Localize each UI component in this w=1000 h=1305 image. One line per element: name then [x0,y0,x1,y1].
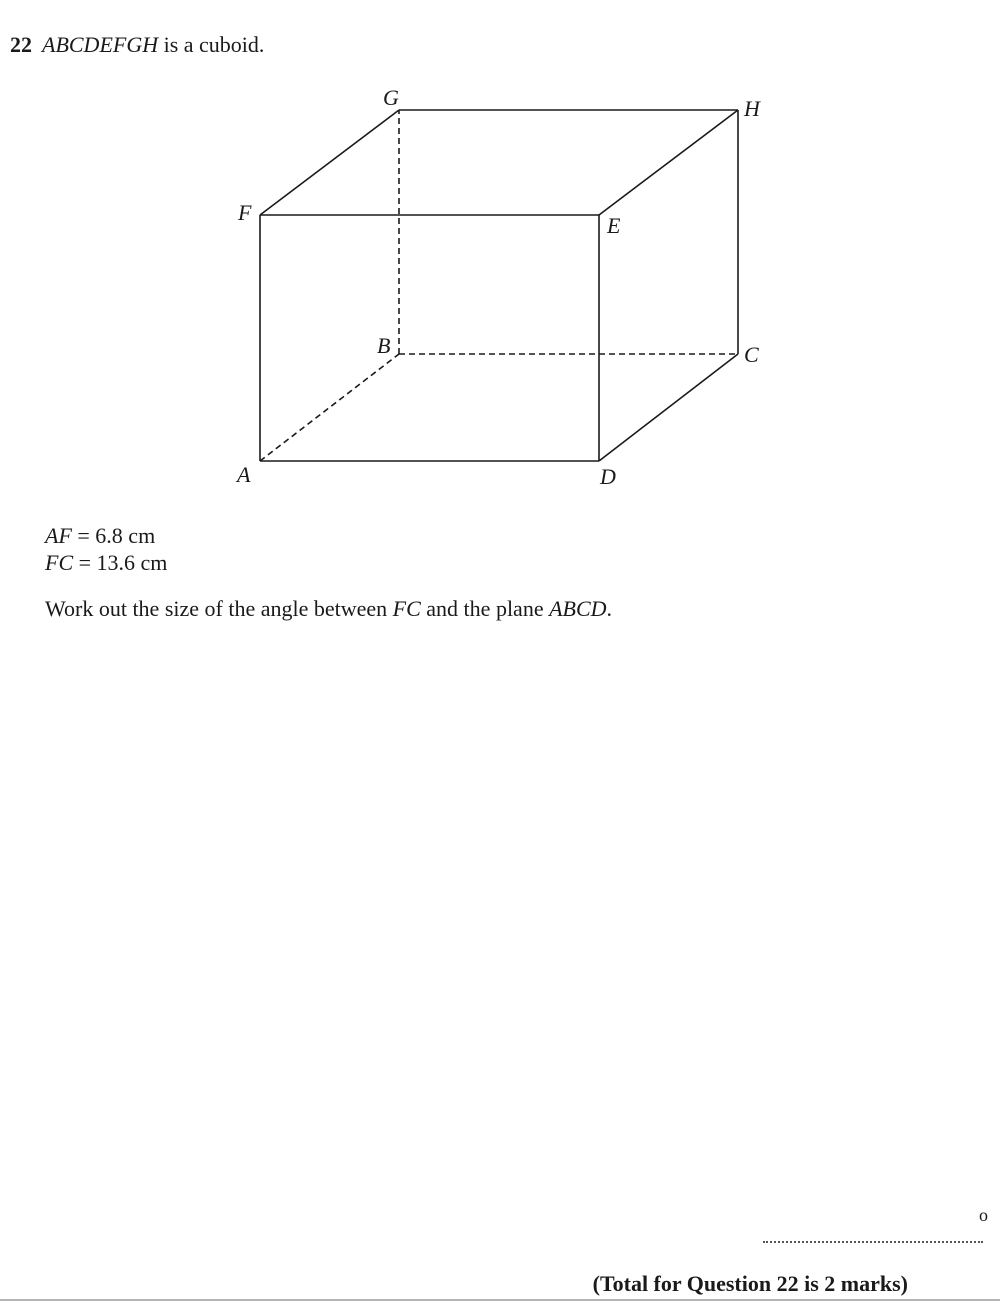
vertex-label-G: G [383,85,399,110]
vertex-label-D: D [600,464,616,489]
vertex-label-F: F [238,200,252,225]
instruction-text-1: Work out the size of the angle between [45,596,393,621]
edge-FG [260,110,399,215]
degree-symbol: o [979,1205,988,1225]
instruction [45,594,612,624]
cuboid-diagram [0,0,1000,500]
edge-HE [599,110,738,215]
given-fc-value: = 13.6 cm [73,550,168,575]
vertex-label-E: E [607,213,621,238]
question-statement: is a cuboid. [158,32,265,57]
page-divider [0,1299,1000,1301]
edge-CD [599,354,738,461]
vertex-label-A: A [237,462,251,487]
cuboid-name: ABCDEFGH [42,32,159,57]
instruction-plane-var: ABCD [549,596,607,621]
given-af [45,522,155,550]
given-fc [45,549,167,577]
given-fc-variable: FC [45,550,74,575]
instruction-line-var: FC [392,596,421,621]
given-af-variable: AF [45,523,72,548]
total-marks: (Total for Question 22 is 2 marks) [592,1271,908,1296]
question-number: 22 [10,32,32,57]
instruction-text-3: . [606,596,613,621]
edge-AB-hidden [260,354,399,461]
vertex-label-B: B [377,333,391,358]
answer-line[interactable] [763,1241,983,1243]
answer-area[interactable] [763,1205,988,1247]
vertex-label-H: H [744,96,760,121]
instruction-text-2: and the plane [420,596,550,621]
vertex-label-C: C [744,342,759,367]
given-af-value: = 6.8 cm [71,523,156,548]
